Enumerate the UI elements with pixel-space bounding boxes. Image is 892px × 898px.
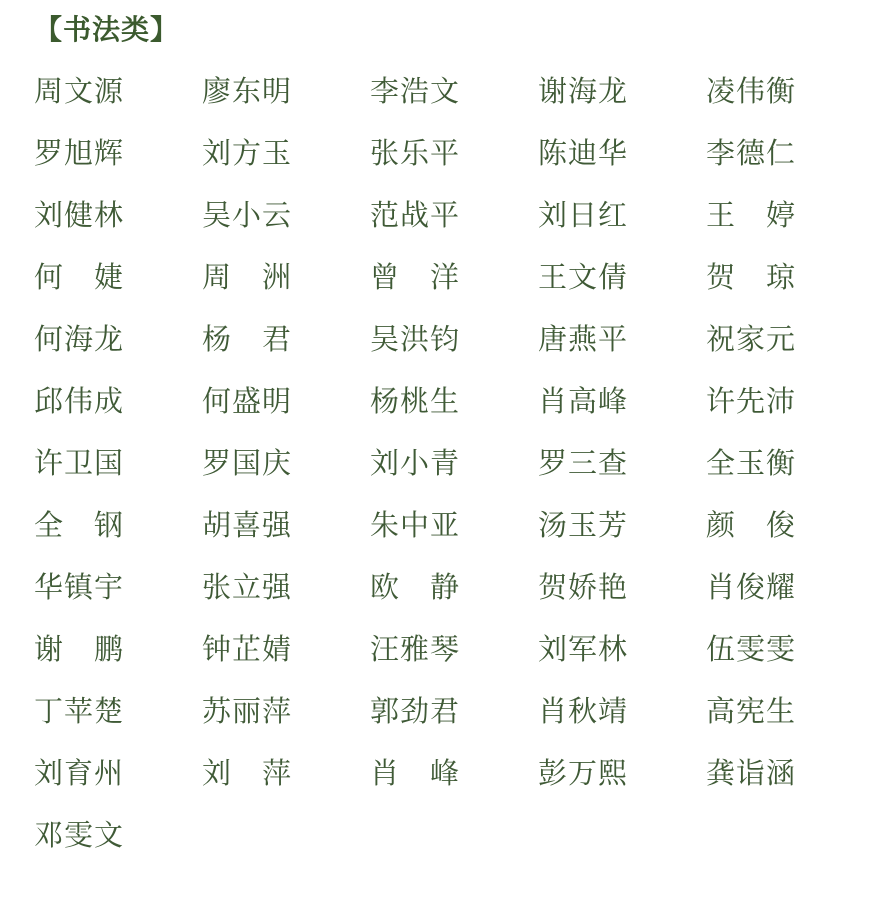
name-entry: 王 婷 xyxy=(706,198,797,232)
name-entry: 李浩文 xyxy=(370,74,461,108)
name-entry: 范战平 xyxy=(370,198,461,232)
name-entry: 汤玉芳 xyxy=(538,508,629,542)
name-entry: 谢海龙 xyxy=(538,74,629,108)
name-entry: 丁苹楚 xyxy=(34,694,125,728)
name-entry: 唐燕平 xyxy=(538,322,629,356)
name-entry: 邱伟成 xyxy=(34,384,125,418)
name-entry: 廖东明 xyxy=(202,74,293,108)
name-entry: 何 婕 xyxy=(34,260,125,294)
name-entry: 汪雅琴 xyxy=(370,632,461,666)
name-entry: 谢 鹏 xyxy=(34,632,125,666)
name-entry: 高宪生 xyxy=(706,694,797,728)
name-entry: 曾 洋 xyxy=(370,260,461,294)
name-entry: 刘小青 xyxy=(370,446,461,480)
name-entry: 周 洲 xyxy=(202,260,293,294)
name-entry: 许先沛 xyxy=(706,384,797,418)
name-entry: 杨 君 xyxy=(202,322,293,356)
name-entry: 华镇宇 xyxy=(34,570,125,604)
name-entry: 刘军林 xyxy=(538,632,629,666)
name-entry: 刘健林 xyxy=(34,198,125,232)
name-entry: 全玉衡 xyxy=(706,446,797,480)
name-entry: 肖俊耀 xyxy=(706,570,797,604)
name-entry: 杨桃生 xyxy=(370,384,461,418)
name-entry: 罗国庆 xyxy=(202,446,293,480)
name-entry: 何盛明 xyxy=(202,384,293,418)
name-entry: 刘方玉 xyxy=(202,136,293,170)
name-entry: 李德仁 xyxy=(706,136,797,170)
name-entry: 吴小云 xyxy=(202,198,293,232)
name-entry: 欧 静 xyxy=(370,570,461,604)
name-entry: 何海龙 xyxy=(34,322,125,356)
name-entry: 朱中亚 xyxy=(370,508,461,542)
name-entry: 肖 峰 xyxy=(370,756,461,790)
name-entry: 邓雯文 xyxy=(34,818,125,852)
name-entry: 祝家元 xyxy=(706,322,797,356)
name-entry: 肖秋靖 xyxy=(538,694,629,728)
name-entry: 全 钢 xyxy=(34,508,125,542)
name-entry: 颜 俊 xyxy=(706,508,797,542)
name-entry: 周文源 xyxy=(34,74,125,108)
name-entry: 钟芷婧 xyxy=(202,632,293,666)
name-entry: 胡喜强 xyxy=(202,508,293,542)
name-entry: 吴洪钧 xyxy=(370,322,461,356)
name-entry: 刘 萍 xyxy=(202,756,293,790)
name-entry: 伍雯雯 xyxy=(706,632,797,666)
name-entry: 肖高峰 xyxy=(538,384,629,418)
name-entry: 张乐平 xyxy=(370,136,461,170)
name-entry: 苏丽萍 xyxy=(202,694,293,728)
name-entry: 罗三查 xyxy=(538,446,629,480)
name-entry: 张立强 xyxy=(202,570,293,604)
name-entry: 龚诣涵 xyxy=(706,756,797,790)
name-entry: 陈迪华 xyxy=(538,136,629,170)
name-entry: 贺娇艳 xyxy=(538,570,629,604)
name-entry: 郭劲君 xyxy=(370,694,461,728)
name-entry: 罗旭辉 xyxy=(34,136,125,170)
name-grid xyxy=(34,60,874,866)
name-entry: 贺 琼 xyxy=(706,260,797,294)
name-entry: 刘育州 xyxy=(34,756,125,790)
name-entry: 许卫国 xyxy=(34,446,125,480)
name-entry: 王文倩 xyxy=(538,260,629,294)
name-entry: 彭万熙 xyxy=(538,756,629,790)
section-heading: 【书法类】 xyxy=(34,13,180,46)
name-entry: 刘日红 xyxy=(538,198,629,232)
name-entry: 凌伟衡 xyxy=(706,74,797,108)
